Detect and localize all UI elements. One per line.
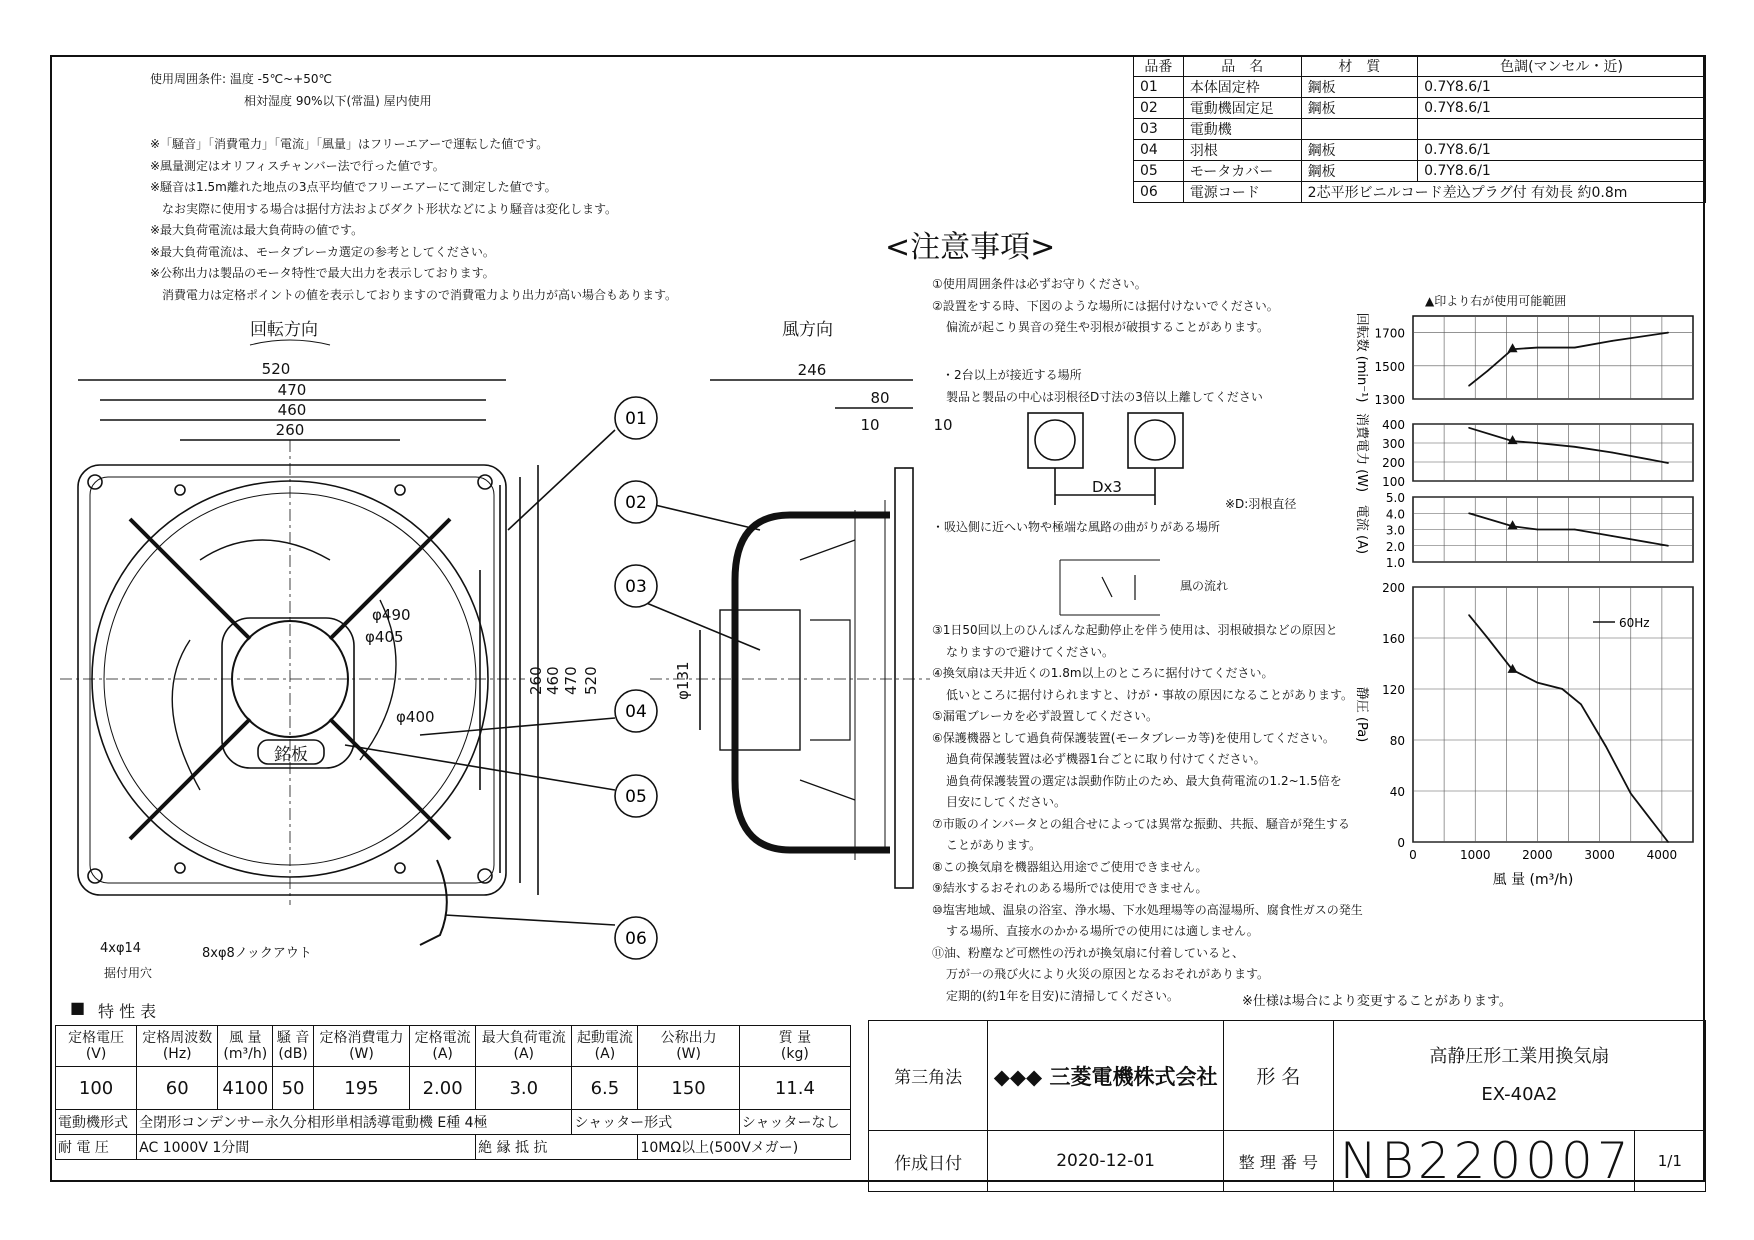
drawing-number: NB220007 — [1333, 1131, 1634, 1192]
parts-cell: 06 — [1134, 182, 1184, 203]
parts-cell: 電源コード — [1183, 182, 1301, 203]
caution-item: 過負荷保護装置は必ず機器1台ごとに取り付けてください。 — [946, 752, 1266, 766]
shutter-value: シャッターなし — [739, 1110, 850, 1135]
date-value: 2020-12-01 — [988, 1131, 1224, 1192]
y-tick-label: 1700 — [1374, 326, 1405, 341]
footnote: ※騒音は1.5m離れた地点の3点平均値でフリーエアーにて測定した値です。 — [150, 180, 557, 194]
data-point — [1667, 841, 1669, 843]
date-label: 作成日付 — [869, 1131, 988, 1192]
spec-value: 2.00 — [410, 1067, 476, 1110]
y-tick-label: 0 — [1397, 836, 1405, 850]
caution-item: ⑪油、粉塵など可燃性の汚れが換気扇に付着していると、 — [932, 945, 1245, 960]
y-tick-label: 40 — [1389, 785, 1405, 799]
data-point — [1562, 688, 1564, 690]
caution-item: ⑨結氷するおそれのある場所では使用できません。 — [932, 881, 1208, 895]
data-point — [1468, 512, 1470, 514]
data-point — [1574, 446, 1576, 448]
spec-value: 3.0 — [476, 1067, 572, 1110]
spec-value: 6.5 — [572, 1067, 638, 1110]
parts-header-cell: 色調(マンセル・近) — [1418, 56, 1706, 77]
callout-03 — [615, 565, 657, 607]
spec-header: 定格電流 (A) — [410, 1026, 476, 1067]
dim-470: 470 — [277, 381, 307, 399]
spec-value: 4100 — [218, 1067, 273, 1110]
caution-item: ④換気扇は天井近くの1.8m以上のところに据付けてください。 — [932, 666, 1274, 680]
parts-cell: 0.7Y8.6/1 — [1418, 77, 1706, 98]
dim-246: 246 — [797, 361, 827, 379]
spec-header: 定格周波数 (Hz) — [137, 1026, 218, 1067]
mitsubishi-logo-icon: ◆◆◆ — [993, 1064, 1050, 1089]
parts-cell: 0.7Y8.6/1 — [1418, 161, 1706, 182]
y-tick-label: 5.0 — [1385, 491, 1405, 505]
spec-value: 11.4 — [739, 1067, 850, 1110]
caution-item: ⑩塩害地域、温泉の浴室、浄水場、下水処理場等の高湿場所、腐食性ガスの発生 — [932, 902, 1363, 917]
model-number: EX-40A2 — [1481, 1083, 1558, 1105]
data-point — [1537, 442, 1539, 444]
parts-cell: 0.7Y8.6/1 — [1418, 98, 1706, 119]
holes-label: 4xφ14 — [100, 941, 142, 956]
y-tick-label: 1.0 — [1385, 556, 1405, 570]
footnote: 消費電力は定格ポイントの値を表示しておりますので消費電力より出力が高い場合もあります。 — [162, 287, 678, 302]
phi-490: φ490 — [372, 606, 411, 624]
data-point — [1537, 347, 1539, 349]
dim-10a: 10 — [860, 416, 880, 434]
data-point — [1630, 793, 1632, 795]
spec-table — [55, 1025, 851, 1160]
charts-caption: ▲印より右が使用可能範囲 — [1425, 294, 1567, 308]
data-point — [1611, 535, 1613, 537]
caution-item: ことがあります。 — [946, 838, 1042, 852]
data-point — [1537, 529, 1539, 531]
d-note: ※D:羽根直径 — [1225, 497, 1297, 511]
caution-item: ①使用周囲条件は必ずお守りください。 — [932, 277, 1147, 291]
callout-05 — [615, 775, 657, 817]
callout-number: 02 — [625, 493, 647, 513]
y-tick-label: 2.0 — [1385, 539, 1405, 554]
voltage-value: AC 1000V 1分間 — [137, 1135, 476, 1160]
caution-item: 万が一の飛び火により火災の原因となるおそれがあります。 — [946, 967, 1270, 981]
spec-title: 特 性 表 — [98, 1002, 157, 1021]
caution-item: ⑦市販のインバータとの組合せによっては異常な振動、共振、騒音が発生する — [932, 816, 1350, 831]
x-tick-label: 4000 — [1646, 848, 1678, 862]
spec-header: 最大負荷電流 (A) — [476, 1026, 572, 1067]
y-axis-label: 消費電力 (W) — [1354, 412, 1369, 493]
callout-number: 06 — [625, 929, 647, 949]
caution-item: 目安にしてください。 — [946, 795, 1067, 809]
parts-cell: 鋼板 — [1301, 77, 1417, 98]
shutter-label: シャッター形式 — [572, 1110, 739, 1135]
caution-item: ・吸込側に近へい物や極端な風路の曲がりがある場所 — [932, 520, 1221, 534]
dim-260: 260 — [275, 421, 305, 439]
y-tick-label: 120 — [1382, 683, 1405, 697]
parts-cell: 鋼板 — [1301, 98, 1417, 119]
dim-460: 460 — [277, 401, 307, 419]
caution-item: 過負荷保護装置の選定は誤動作防止のため、最大負荷電流の1.2~1.5倍を — [946, 773, 1342, 788]
caution-item: 製品と製品の中心は羽根径D寸法の3倍以上離してください — [946, 390, 1263, 404]
parts-cell: 2芯平形ビニルコード差込プラグ付 有効長 約0.8m — [1301, 182, 1705, 203]
usage-line-1: 使用周囲条件: 温度 -5℃~+50℃ — [150, 72, 332, 86]
caution-item: する場所、直接水のかかる場所での使用には適しません。 — [946, 924, 1259, 938]
footnote: なお実際に使用する場合は据付方法およびダクト形状などにより騒音は変化します。 — [162, 201, 618, 216]
caution-item: ⑥保護機器として過負荷保護装置(モータブレーカ等)を使用してください。 — [932, 730, 1335, 745]
caution-item: ⑧この換気扇を機器組込用途でご使用できません。 — [932, 859, 1208, 874]
y-tick-label: 400 — [1382, 418, 1405, 432]
knockout-label: 8xφ8ノックアウト — [202, 946, 312, 961]
callout-04 — [615, 690, 657, 732]
footnote: ※最大負荷電流は、モータブレーカ選定の参考としてください。 — [150, 244, 495, 259]
spec-value: 195 — [313, 1067, 409, 1110]
title-block — [868, 1020, 1706, 1192]
parts-cell: モータカバー — [1183, 161, 1301, 182]
page-number: 1/1 — [1634, 1131, 1705, 1192]
data-point — [1667, 332, 1669, 334]
callout-number: 04 — [625, 702, 647, 722]
spec-header: 定格電圧 (V) — [56, 1026, 137, 1067]
data-point — [1468, 614, 1470, 616]
y-tick-label: 300 — [1382, 437, 1405, 451]
caution-title: <注意事項> — [885, 230, 1056, 265]
data-point — [1487, 637, 1489, 639]
spec-header: 起動電流 (A) — [572, 1026, 638, 1067]
callout-06 — [615, 917, 657, 959]
y-tick-label: 200 — [1382, 581, 1405, 595]
footnote: ※最大負荷電流は最大負荷時の値です。 — [150, 223, 364, 237]
range-marker-icon — [1508, 343, 1518, 352]
y-tick-label: 1500 — [1374, 359, 1405, 374]
chart-3 — [1354, 581, 1693, 888]
parts-cell: 04 — [1134, 140, 1184, 161]
data-point — [1468, 385, 1470, 387]
y-tick-label: 100 — [1382, 475, 1405, 489]
y-axis-label: 回転数 (min⁻¹) — [1354, 312, 1369, 403]
side-frame — [895, 468, 913, 888]
dim-10b: 10 — [933, 416, 953, 434]
data-point — [1667, 545, 1669, 547]
phi-131: φ131 — [674, 661, 692, 700]
spec-header: 質 量 (kg) — [739, 1026, 850, 1067]
parts-cell: 鋼板 — [1301, 140, 1417, 161]
dim-520: 520 — [261, 360, 291, 378]
legend-60hz: 60Hz — [1619, 616, 1650, 630]
footnote: ※公称出力は製品のモータ特性で最大出力を表示しております。 — [150, 266, 495, 280]
y-tick-label: 160 — [1382, 632, 1405, 646]
chart-0 — [1354, 313, 1693, 407]
spec-value: 50 — [273, 1067, 314, 1110]
footnote: ※風量測定はオリフィスチャンバー法で行った値です。 — [150, 158, 445, 173]
parts-header-cell: 材 質 — [1301, 56, 1417, 77]
holes-sub-label: 据付用穴 — [104, 966, 153, 980]
voltage-label: 耐 電 圧 — [56, 1135, 137, 1160]
parts-header-cell: 品 名 — [1183, 56, 1301, 77]
wind-flow-label: 風の流れ — [1180, 579, 1229, 593]
usage-line-2: 相対湿度 90%以下(常温) 屋内使用 — [244, 94, 432, 108]
dim-80: 80 — [870, 389, 890, 407]
model-label: 形 名 — [1224, 1021, 1334, 1131]
parts-cell: 0.7Y8.6/1 — [1418, 140, 1706, 161]
spec-title-marker: ■ — [70, 998, 86, 1017]
y-axis-label: 電流 (A) — [1354, 504, 1369, 555]
y-axis-label: 静圧 (Pa) — [1354, 686, 1369, 743]
maker-cell — [988, 1021, 1224, 1131]
data-point — [1611, 340, 1613, 342]
caution-item: ③1日50回以上のひんぱんな起動停止を伴う使用は、羽根破損などの原因と — [932, 623, 1338, 637]
parts-cell: 03 — [1134, 119, 1184, 140]
motor-label: 電動機形式 — [56, 1110, 137, 1135]
data-point — [1667, 462, 1669, 464]
parts-cell: 鋼板 — [1301, 161, 1417, 182]
data-point — [1574, 347, 1576, 349]
caution-item: 定期的(約1年を目安)に清掃してください。 — [946, 988, 1179, 1003]
chart-2 — [1354, 491, 1693, 570]
callout-number: 05 — [625, 787, 647, 807]
x-axis-label: 風 量 (m³/h) — [1492, 872, 1574, 888]
parts-header-cell: 品番 — [1134, 56, 1184, 77]
spec-header: 定格消費電力 (W) — [313, 1026, 409, 1067]
spec-header: 公称出力 (W) — [638, 1026, 739, 1067]
spec-value: 60 — [137, 1067, 218, 1110]
phi-400: φ400 — [396, 708, 435, 726]
caution-item: 偏流が起こり異音の発生や羽根が破損することがあります。 — [946, 320, 1270, 334]
vdim-460: 460 — [544, 666, 562, 695]
callout-01 — [615, 397, 657, 439]
vdim-470: 470 — [562, 666, 580, 695]
product-cell — [1333, 1021, 1705, 1131]
dx3-label: Dx3 — [1092, 478, 1122, 496]
caution-item: 低いところに据付けられますと、けが・事故の原因になることがあります。 — [946, 687, 1354, 702]
spec-value: 100 — [56, 1067, 137, 1110]
data-point — [1487, 370, 1489, 372]
projection: 第三角法 — [869, 1021, 988, 1131]
parts-cell: 05 — [1134, 161, 1184, 182]
y-tick-label: 200 — [1382, 456, 1405, 470]
data-point — [1468, 427, 1470, 429]
spec-change-note: ※仕様は場合により変更することがあります。 — [1242, 994, 1512, 1009]
data-point — [1574, 529, 1576, 531]
maker-name: 三菱電機株式会社 — [1049, 1064, 1218, 1089]
motor-value: 全閉形コンデンサー永久分相形単相誘導電動機 E種 4極 — [137, 1110, 572, 1135]
product-name: 高静圧形工業用換気扇 — [1429, 1045, 1610, 1067]
x-tick-label: 0 — [1409, 848, 1417, 862]
vdim-260: 260 — [527, 666, 545, 695]
x-tick-label: 3000 — [1584, 848, 1615, 862]
parts-cell: 02 — [1134, 98, 1184, 119]
footnote: ※「騒音」「消費電力」「電流」「風量」はフリーエアーで運転した値です。 — [150, 137, 549, 151]
parts-cell: 電動機固定足 — [1183, 98, 1301, 119]
y-tick-label: 4.0 — [1385, 507, 1405, 522]
parts-cell: 01 — [1134, 77, 1184, 98]
data-point — [1611, 452, 1613, 454]
x-tick-label: 2000 — [1522, 848, 1553, 862]
nameplate-label: 銘板 — [274, 745, 308, 765]
caution-item: ②設置をする時、下図のような場所には据付けないでください。 — [932, 298, 1279, 313]
data-point — [1580, 704, 1582, 706]
spec-header: 風 量 (m³/h) — [218, 1026, 273, 1067]
chart-1 — [1354, 413, 1693, 492]
callout-02 — [615, 481, 657, 523]
data-point — [1605, 746, 1607, 748]
parts-cell: 羽根 — [1183, 140, 1301, 161]
y-tick-label: 1300 — [1374, 393, 1405, 407]
phi-405: φ405 — [365, 628, 404, 646]
wind-direction-label: 風方向 — [782, 320, 833, 340]
y-tick-label: 3.0 — [1385, 523, 1405, 538]
data-point — [1537, 682, 1539, 684]
vdim-520: 520 — [582, 666, 600, 695]
insulation-label: 絶 縁 抵 抗 — [476, 1135, 638, 1160]
caution-item: なりますので避けてください。 — [946, 644, 1115, 659]
y-tick-label: 80 — [1389, 734, 1405, 748]
parts-cell: 本体固定枠 — [1183, 77, 1301, 98]
parts-cell: 電動機 — [1183, 119, 1301, 140]
callout-number: 01 — [625, 409, 647, 429]
x-tick-label: 1000 — [1459, 848, 1491, 862]
number-label: 整 理 番 号 — [1224, 1131, 1334, 1192]
callout-number: 03 — [625, 577, 647, 597]
spec-header: 騒 音 (dB) — [273, 1026, 314, 1067]
spec-value: 150 — [638, 1067, 739, 1110]
insulation-value: 10MΩ以上(500Vメガー) — [638, 1135, 851, 1160]
rotation-label: 回転方向 — [250, 320, 318, 340]
caution-item: ⑤漏電ブレーカを必ず設置してください。 — [932, 709, 1159, 723]
caution-item: ・2台以上が接近する場所 — [942, 368, 1082, 382]
